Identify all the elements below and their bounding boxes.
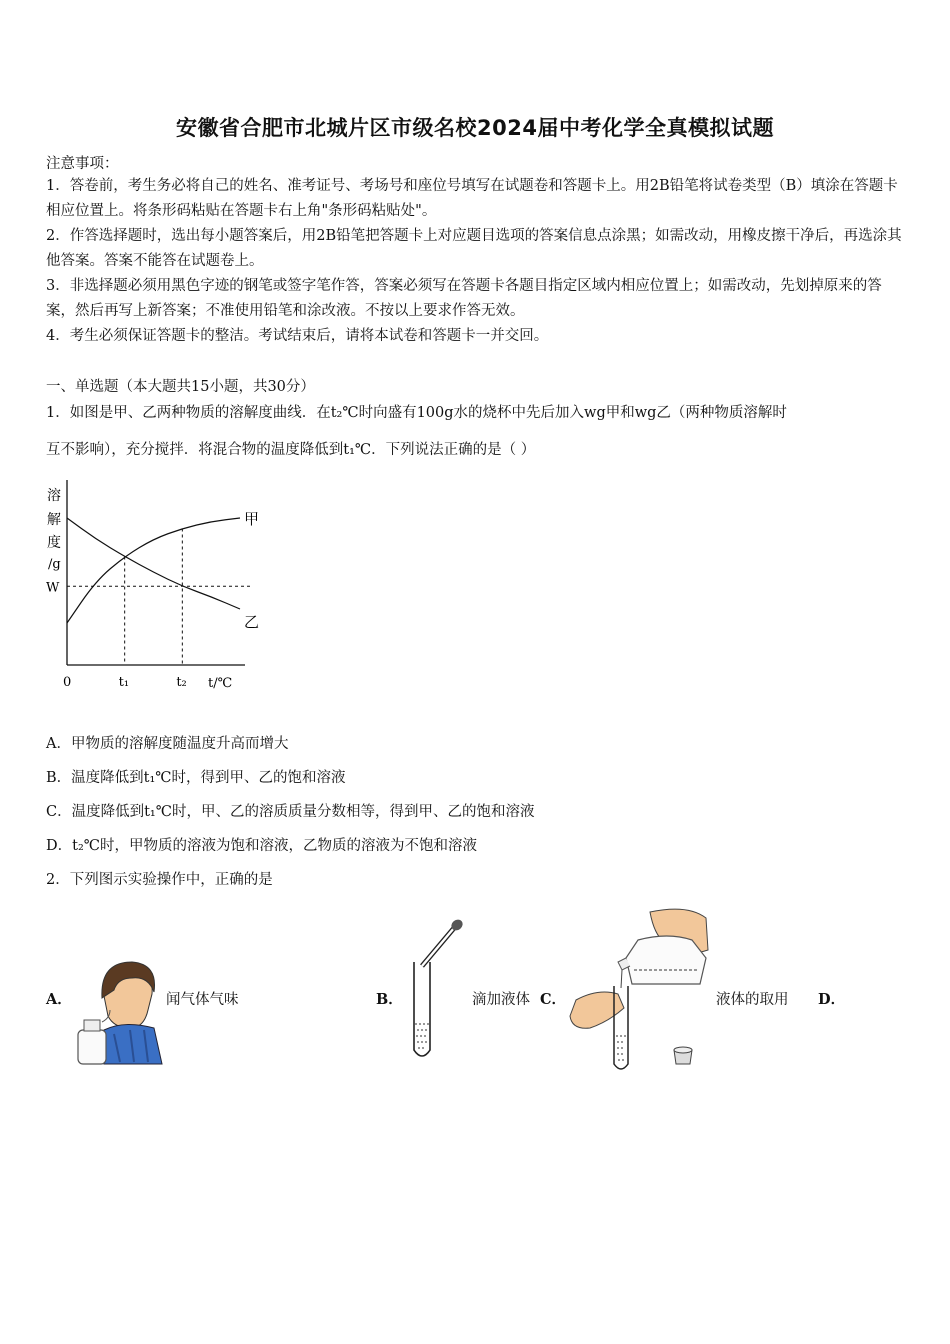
q1-option-a: A．甲物质的溶解度随温度升高而增大 <box>46 736 289 752</box>
series-line-jia <box>67 518 240 623</box>
notice-item-2: 2．作答选择题时，选出每小题答案后，用2B铅笔把答题卡上对应题目选项的答案信息点涂黑；如需改动，用橡皮擦干净后，再选涂其他答案。答案不能答在试题卷上。 <box>46 228 902 269</box>
legend-yi: 乙 <box>244 613 260 631</box>
page-title: 安徽省合肥市北城片区市级名校2024届中考化学全真模拟试题 <box>176 116 774 140</box>
notice-item-4: 4．考生必须保证答题卡的整洁。考试结束后，请将本试卷和答题卡一并交回。 <box>46 328 549 344</box>
q1-option-d: D．t₂℃时，甲物质的溶液为饱和溶液，乙物质的溶液为不饱和溶液 <box>46 838 477 854</box>
q2-option-a-letter: A． <box>46 991 72 1008</box>
ylabel-char-2: 解 <box>47 512 61 528</box>
ylabel-char-1: 溶 <box>47 488 61 504</box>
y-tick-w: W <box>46 580 60 596</box>
q1-option-b: B．温度降低到t₁℃时，得到甲、乙的饱和溶液 <box>46 770 346 786</box>
q1-option-c: C．温度降低到t₁℃时，甲、乙的溶质质量分数相等，得到甲、乙的饱和溶液 <box>46 804 535 820</box>
q2-option-b-letter: B． <box>376 991 403 1008</box>
x-tick-t2: t₂ <box>176 675 187 690</box>
dropper-illustration <box>404 918 468 1063</box>
q2-option-c-letter: C． <box>540 991 567 1008</box>
section-heading: 一、单选题（本大题共15小题，共30分） <box>46 379 315 395</box>
pouring-liquid-illustration <box>568 904 714 1074</box>
x-tick-t1: t₁ <box>118 675 130 690</box>
notice-item-1: 1．答卷前，考生务必将自己的姓名、准考证号、考场号和座位号填写在试题卷和答题卡上。用2B铅笔将试卷类型（B）填涂在答题卡相应位置上。将条形码粘贴在答题卡右上角"条形码粘贴处"。 <box>46 178 898 219</box>
notice-heading: 注意事项： <box>46 156 119 172</box>
q1-stem-line1: 1．如图是甲、乙两种物质的溶解度曲线．在t₂℃时向盛有100g水的烧杯中先后加入wg甲和wg乙（两种物质溶解时 <box>46 405 787 421</box>
smelling-gas-illustration <box>74 958 166 1068</box>
q1-stem-line2: 互不影响），充分搅拌．将混合物的温度降低到t₁℃．下列说法正确的是（ ） <box>46 442 536 458</box>
xlabel: t/℃ <box>208 676 233 691</box>
legend-jia: 甲 <box>244 510 260 528</box>
q2-option-d-letter: D． <box>818 991 846 1008</box>
ylabel-char-4: /g <box>48 557 61 572</box>
ylabel-char-3: 度 <box>47 535 61 551</box>
notice-item-3: 3．非选择题必须用黑色字迹的钢笔或签字笔作答，答案必须写在答题卡各题目指定区域内相应位置上；如需改动，先划掉原来的答案，然后再写上新答案；不准使用铅笔和涂改液。不按以上要求作答无效。 <box>46 278 882 319</box>
series-line-yi <box>67 518 240 609</box>
q2-option-c-caption: 液体的取用 <box>716 992 789 1008</box>
q2-option-b-caption: 滴加液体 <box>472 992 530 1008</box>
q2-option-a-caption: 闻气体气味 <box>166 992 239 1008</box>
solubility-chart <box>40 480 260 695</box>
x-tick-0: 0 <box>63 675 72 690</box>
q2-stem: 2．下列图示实验操作中，正确的是 <box>46 872 273 888</box>
